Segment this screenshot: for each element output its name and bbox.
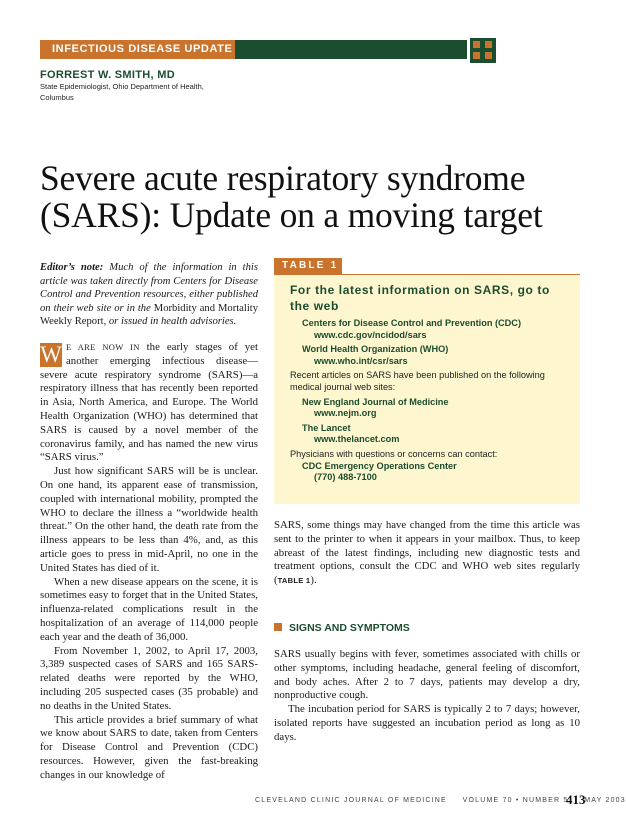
resource-url: www.thelancet.com (314, 434, 400, 445)
journal-name: Morbidity and Mortality Weekly Report (40, 302, 258, 328)
drop-cap: W (40, 342, 62, 367)
resource-name: Centers for Disease Control and Prevention (CDC) (302, 318, 522, 328)
section-heading (274, 622, 410, 634)
paragraph: SARS usually begins with fever, sometimes associated with chills or other symptoms, including headache, general feeling of discomfort, and body aches. After 2 to 7 days, patients may develop a dry, nonproductive cough. (274, 648, 580, 702)
table-note: Recent articles on SARS have been published on the following medical journal web sites: (290, 370, 545, 392)
resource-name: World Health Organization (WHO) (302, 344, 449, 355)
paragraph: This article provides a brief summary of what we know about SARS to date, taken from Centers for Disease Control and Prevention (CDC) resources. However, given the fast-breaking changes in our knowledge of (40, 713, 258, 781)
affiliation-line: Columbus (40, 92, 74, 102)
editors-note-label: Editor’s note: (40, 262, 104, 273)
editors-note-text: , or issued in health advisories. (103, 316, 237, 328)
paragraph-text: the early stages of yet another emerging infectious disease—severe acute respiratory syndrome (SARS)—a respiratory illness that has recently been reported in Asia, North America, and Europe. The World Health Organization (WHO) has determined that SARS is caused by a novel member of the coronavirus family, and has named the new virus “SARS virus.” (40, 341, 258, 464)
title-line: Severe acute respiratory syndrome (40, 158, 526, 198)
resource-name: New England Journal of Medicine (302, 396, 449, 407)
page-number: 413 (566, 792, 586, 807)
table-note: Physicians with questions or concerns can contact: (290, 448, 498, 459)
article-title (40, 160, 600, 234)
section-band-rule (235, 40, 467, 59)
table-reference: TABLE 1 (277, 576, 311, 586)
paragraph (274, 519, 580, 588)
article-body-left (40, 341, 258, 783)
resource-phone: (770) 488-7100 (314, 472, 377, 483)
resource-name: CDC Emergency Operations Center (302, 460, 457, 471)
table-content (290, 318, 575, 484)
journal-logo-icon (470, 38, 496, 63)
author-affiliation (40, 82, 240, 103)
paragraph: When a new disease appears on the scene, it is sometimes easy to forget that in the United States, influenza-related complications result in the hospitalization of an average of 114,000 people each year and the death of 36,000. (40, 575, 258, 643)
table-label: TABLE 1 (274, 258, 342, 274)
table-title: For the latest information on SARS, go to the web (290, 283, 550, 313)
paragraph (40, 341, 258, 465)
author-name: FORREST W. SMITH, MD (40, 69, 175, 81)
paragraph: From November 1, 2002, to April 17, 2003, 3,389 suspected cases of SARS and 165 SARS-related deaths were reported by the WHO, including 205 suspected cases (35 probable) and no deaths in the United States. (40, 644, 258, 712)
square-bullet-icon (274, 623, 282, 631)
issue-info: VOLUME 70 • NUMBER 5 (462, 797, 569, 804)
editors-note (40, 261, 258, 329)
lead-in: E ARE NOW IN (66, 342, 140, 352)
issue-date: MAY 2003 (584, 797, 626, 804)
section-label: INFECTIOUS DISEASE UPDATE (52, 43, 233, 55)
article-body-right (274, 519, 580, 588)
journal-title: CLEVELAND CLINIC JOURNAL OF MEDICINE (255, 797, 447, 804)
resource-name: The Lancet (302, 422, 351, 433)
title-line: (SARS): Update on a moving target (40, 195, 543, 235)
affiliation-line: State Epidemiologist, Ohio Department of Health, (40, 82, 204, 91)
paragraph-text: ). (310, 574, 317, 587)
resource-url: www.cdc.gov/ncidod/sars (314, 329, 427, 340)
resource-url: www.who.int/csr/sars (314, 355, 408, 366)
paragraph: Just how significant SARS will be is unclear. On one hand, its apparent ease of transmission, coupled with international mobility, prompted the WHO to declare the illness a “worldwide health threat.” On the other hand, the death rate from the illness appears to be less than 4%, and, as this article goes to press in mid-April, no one in the United States has died of it. (40, 465, 258, 574)
article-body-right (274, 648, 580, 745)
paragraph: The incubation period for SARS is typically 2 to 7 days; however, isolated reports have suggested an incubation period as long as 10 days. (274, 703, 580, 743)
editors-note-text: Much of the information in this article was taken directly from Centers for Disease Control and Prevention resources, either published on their web site or in the (40, 262, 258, 314)
resource-url: www.nejm.org (314, 408, 377, 419)
paragraph-text: SARS, some things may have changed from the time this article was sent to the printer to when it appears in your mailbox. Thus, to keep abreast of the latest findings, including new diagnostic tests and treatment options, consult the CDC and WHO web sites regularly ( (274, 519, 580, 587)
table-top-rule (274, 274, 580, 275)
section-heading-text: SIGNS AND SYMPTOMS (289, 622, 410, 634)
